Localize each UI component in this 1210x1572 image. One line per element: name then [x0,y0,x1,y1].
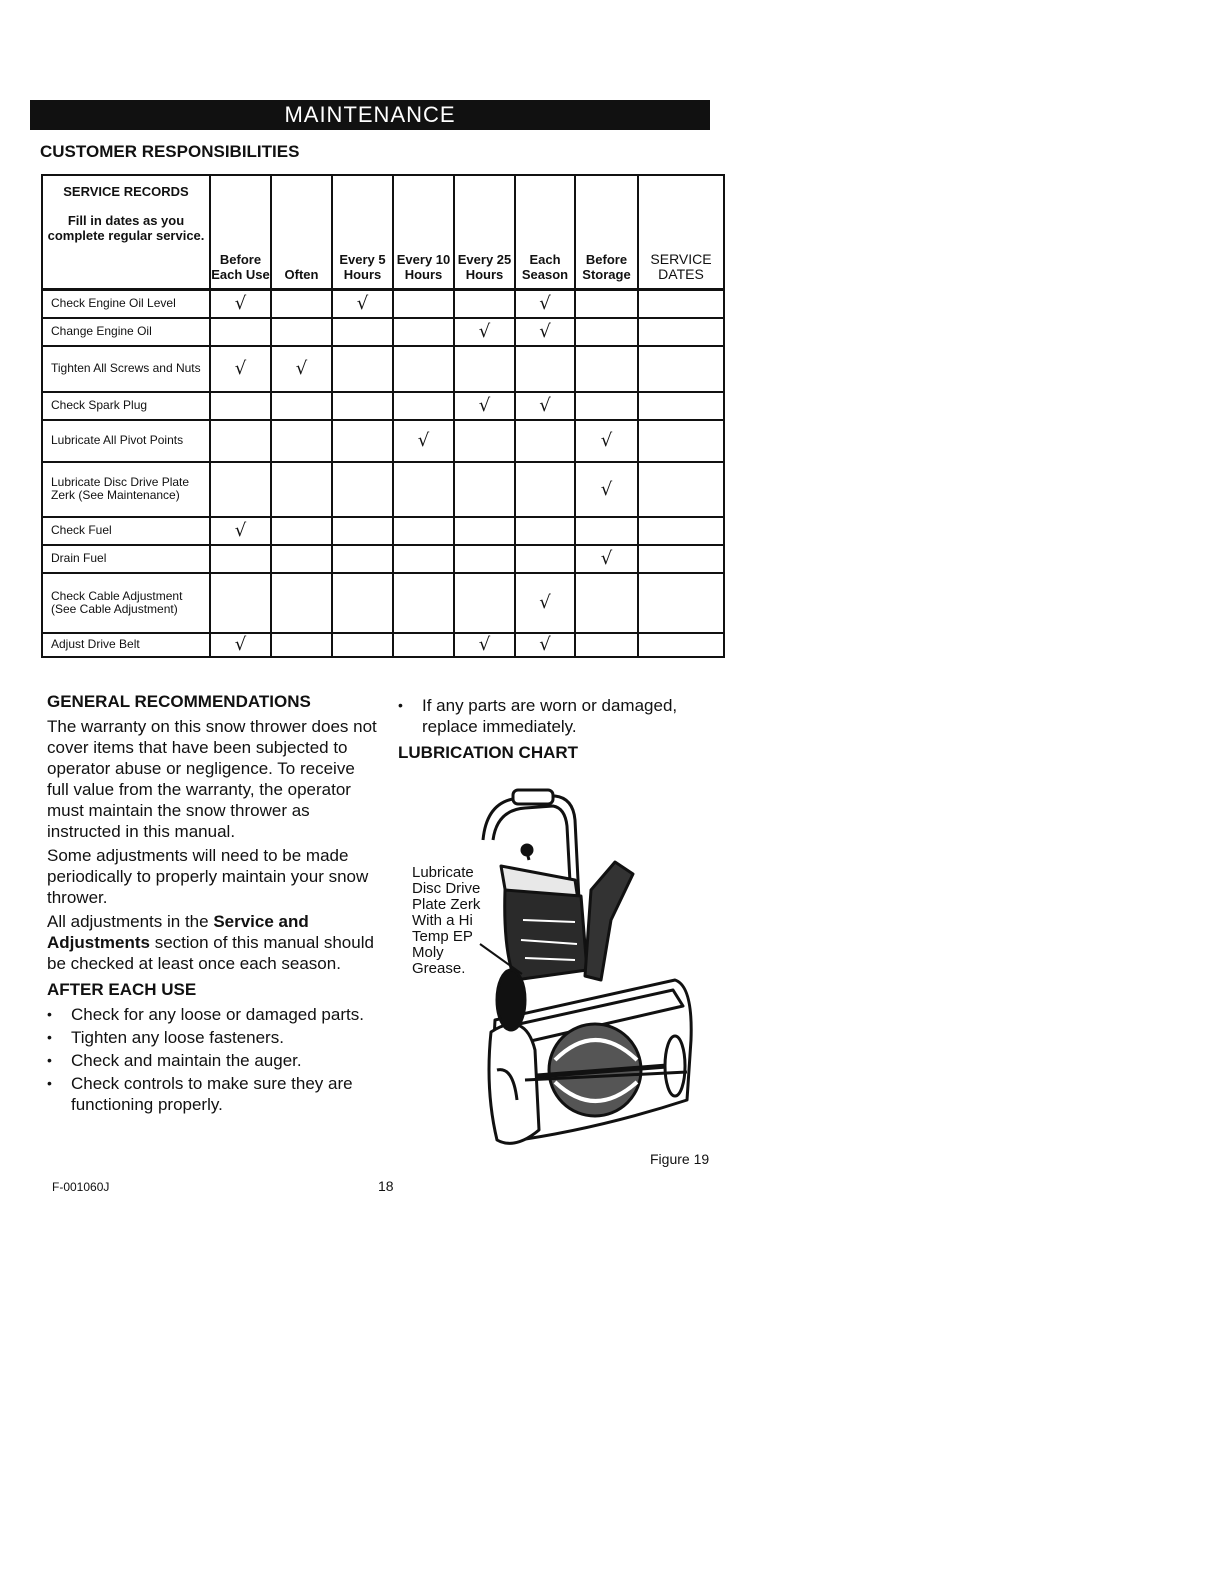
empty-cell [332,392,393,420]
empty-cell [454,290,515,318]
empty-cell [575,318,638,346]
empty-cell [515,517,575,545]
check-mark-cell: √ [210,346,271,392]
empty-cell [271,573,332,633]
service-records-header [42,175,210,290]
empty-cell [393,318,454,346]
empty-cell [515,346,575,392]
empty-cell [332,573,393,633]
table-row [42,462,724,517]
empty-cell [332,318,393,346]
task-cell: Change Engine Oil [42,318,210,346]
task-cell: Adjust Drive Belt [42,633,210,657]
figure-caption: Figure 19 [650,1151,710,1167]
col-header: Often [271,175,332,290]
page-number: 18 [378,1178,394,1194]
general-paragraph-2: Some adjustments will need to be made periodically to properly maintain your snow thrower. [47,846,369,907]
empty-cell [210,573,271,633]
col-header: Every 5 Hours [332,175,393,290]
general-paragraph-1: The warranty on this snow thrower does not cover items that have been subjected to operator abuse or negligence. To receive full value from the warranty, the operator must maintain the snow thrower as instructed in this manual. [47,717,377,841]
service-date-cell [638,392,724,420]
check-mark-cell: √ [332,290,393,318]
col-header: Before Storage [575,175,638,290]
empty-cell [454,517,515,545]
empty-cell [515,462,575,517]
empty-cell [393,517,454,545]
check-mark-cell: √ [575,462,638,517]
service-date-cell [638,290,724,318]
empty-cell [271,290,332,318]
empty-cell [332,517,393,545]
list-item: • Tighten any loose fasteners. [47,1027,377,1048]
check-mark-cell: √ [575,545,638,573]
check-mark-cell: √ [454,318,515,346]
service-records-subtitle: Fill in dates as you complete regular service. [47,213,205,243]
empty-cell [271,420,332,462]
general-paragraph-3: All adjustments in the Service and Adjustments section of this manual should be checked at least once each season. [47,912,374,973]
empty-cell [393,346,454,392]
document-code: F-001060J [52,1180,110,1194]
table-row [42,392,724,420]
service-date-cell [638,545,724,573]
service-date-cell [638,462,724,517]
empty-cell [575,517,638,545]
check-mark-cell: √ [210,517,271,545]
empty-cell [271,517,332,545]
empty-cell [454,462,515,517]
check-mark-cell: √ [515,633,575,657]
list-item: • Check and maintain the auger. [47,1050,377,1071]
check-mark-cell: √ [393,420,454,462]
table-row [42,545,724,573]
empty-cell [210,462,271,517]
empty-cell [454,420,515,462]
list-item: • Check for any loose or damaged parts. [47,1004,377,1025]
empty-cell [332,633,393,657]
section-banner: MAINTENANCE [30,100,710,130]
empty-cell [393,633,454,657]
empty-cell [271,318,332,346]
check-mark-cell: √ [210,633,271,657]
empty-cell [210,392,271,420]
check-mark-cell: √ [515,318,575,346]
service-dates-header: SERVICE DATES [638,175,724,290]
empty-cell [210,318,271,346]
table-row [42,573,724,633]
check-mark-cell: √ [271,346,332,392]
left-column [47,692,377,1117]
empty-cell [393,462,454,517]
empty-cell [393,290,454,318]
check-mark-cell: √ [454,392,515,420]
after-each-use-heading: AFTER EACH USE [47,980,197,999]
service-date-cell [638,517,724,545]
empty-cell [393,545,454,573]
check-mark-cell: √ [515,392,575,420]
task-cell: Check Spark Plug [42,392,210,420]
task-cell: Check Fuel [42,517,210,545]
empty-cell [393,573,454,633]
service-date-cell [638,633,724,657]
check-mark-cell: √ [515,290,575,318]
col-header: Every 25 Hours [454,175,515,290]
service-records-table [41,174,725,658]
empty-cell [332,346,393,392]
empty-cell [454,346,515,392]
col-header: Before Each Use [210,175,271,290]
table-row [42,290,724,318]
table-row [42,346,724,392]
empty-cell [393,392,454,420]
general-recommendations-heading: GENERAL RECOMMENDATIONS [47,692,311,711]
empty-cell [575,392,638,420]
callout-leader-line [478,940,528,980]
empty-cell [454,573,515,633]
empty-cell [332,545,393,573]
lubricate-callout: Lubricate Disc Drive Plate Zerk With a Hi Temp EP Moly Grease. [412,865,492,977]
service-date-cell [638,318,724,346]
service-records-title: SERVICE RECORDS [63,184,189,199]
empty-cell [271,392,332,420]
lubrication-chart-heading: LUBRICATION CHART [398,743,579,762]
customer-responsibilities-heading: CUSTOMER RESPONSIBILITIES [40,142,300,161]
empty-cell [515,420,575,462]
right-bullet-list [398,695,718,737]
service-date-cell [638,573,724,633]
empty-cell [271,545,332,573]
check-mark-cell: √ [575,420,638,462]
list-item: • Check controls to make sure they are functioning properly. [47,1073,377,1115]
check-mark-cell: √ [454,633,515,657]
col-header: Each Season [515,175,575,290]
empty-cell [575,290,638,318]
check-mark-cell: √ [210,290,271,318]
col-header: Every 10 Hours [393,175,454,290]
task-cell: Tighten All Screws and Nuts [42,346,210,392]
check-mark-cell: √ [515,573,575,633]
empty-cell [332,462,393,517]
task-cell: Check Engine Oil Level [42,290,210,318]
table-row [42,420,724,462]
table-header-row [42,175,724,290]
empty-cell [575,573,638,633]
empty-cell [210,545,271,573]
empty-cell [271,462,332,517]
task-cell: Drain Fuel [42,545,210,573]
table-row [42,318,724,346]
table-row [42,517,724,545]
service-date-cell [638,346,724,392]
service-date-cell [638,420,724,462]
empty-cell [515,545,575,573]
empty-cell [210,420,271,462]
after-each-use-list [47,1004,377,1115]
table-row [42,633,724,657]
task-cell: Lubricate All Pivot Points [42,420,210,462]
right-column [398,695,718,767]
empty-cell [271,633,332,657]
empty-cell [454,545,515,573]
task-cell: Lubricate Disc Drive Plate Zerk (See Maintenance) [42,462,210,517]
empty-cell [575,346,638,392]
task-cell: Check Cable Adjustment (See Cable Adjustment) [42,573,210,633]
empty-cell [575,633,638,657]
empty-cell [332,420,393,462]
list-item: • If any parts are worn or damaged, replace immediately. [398,695,718,737]
